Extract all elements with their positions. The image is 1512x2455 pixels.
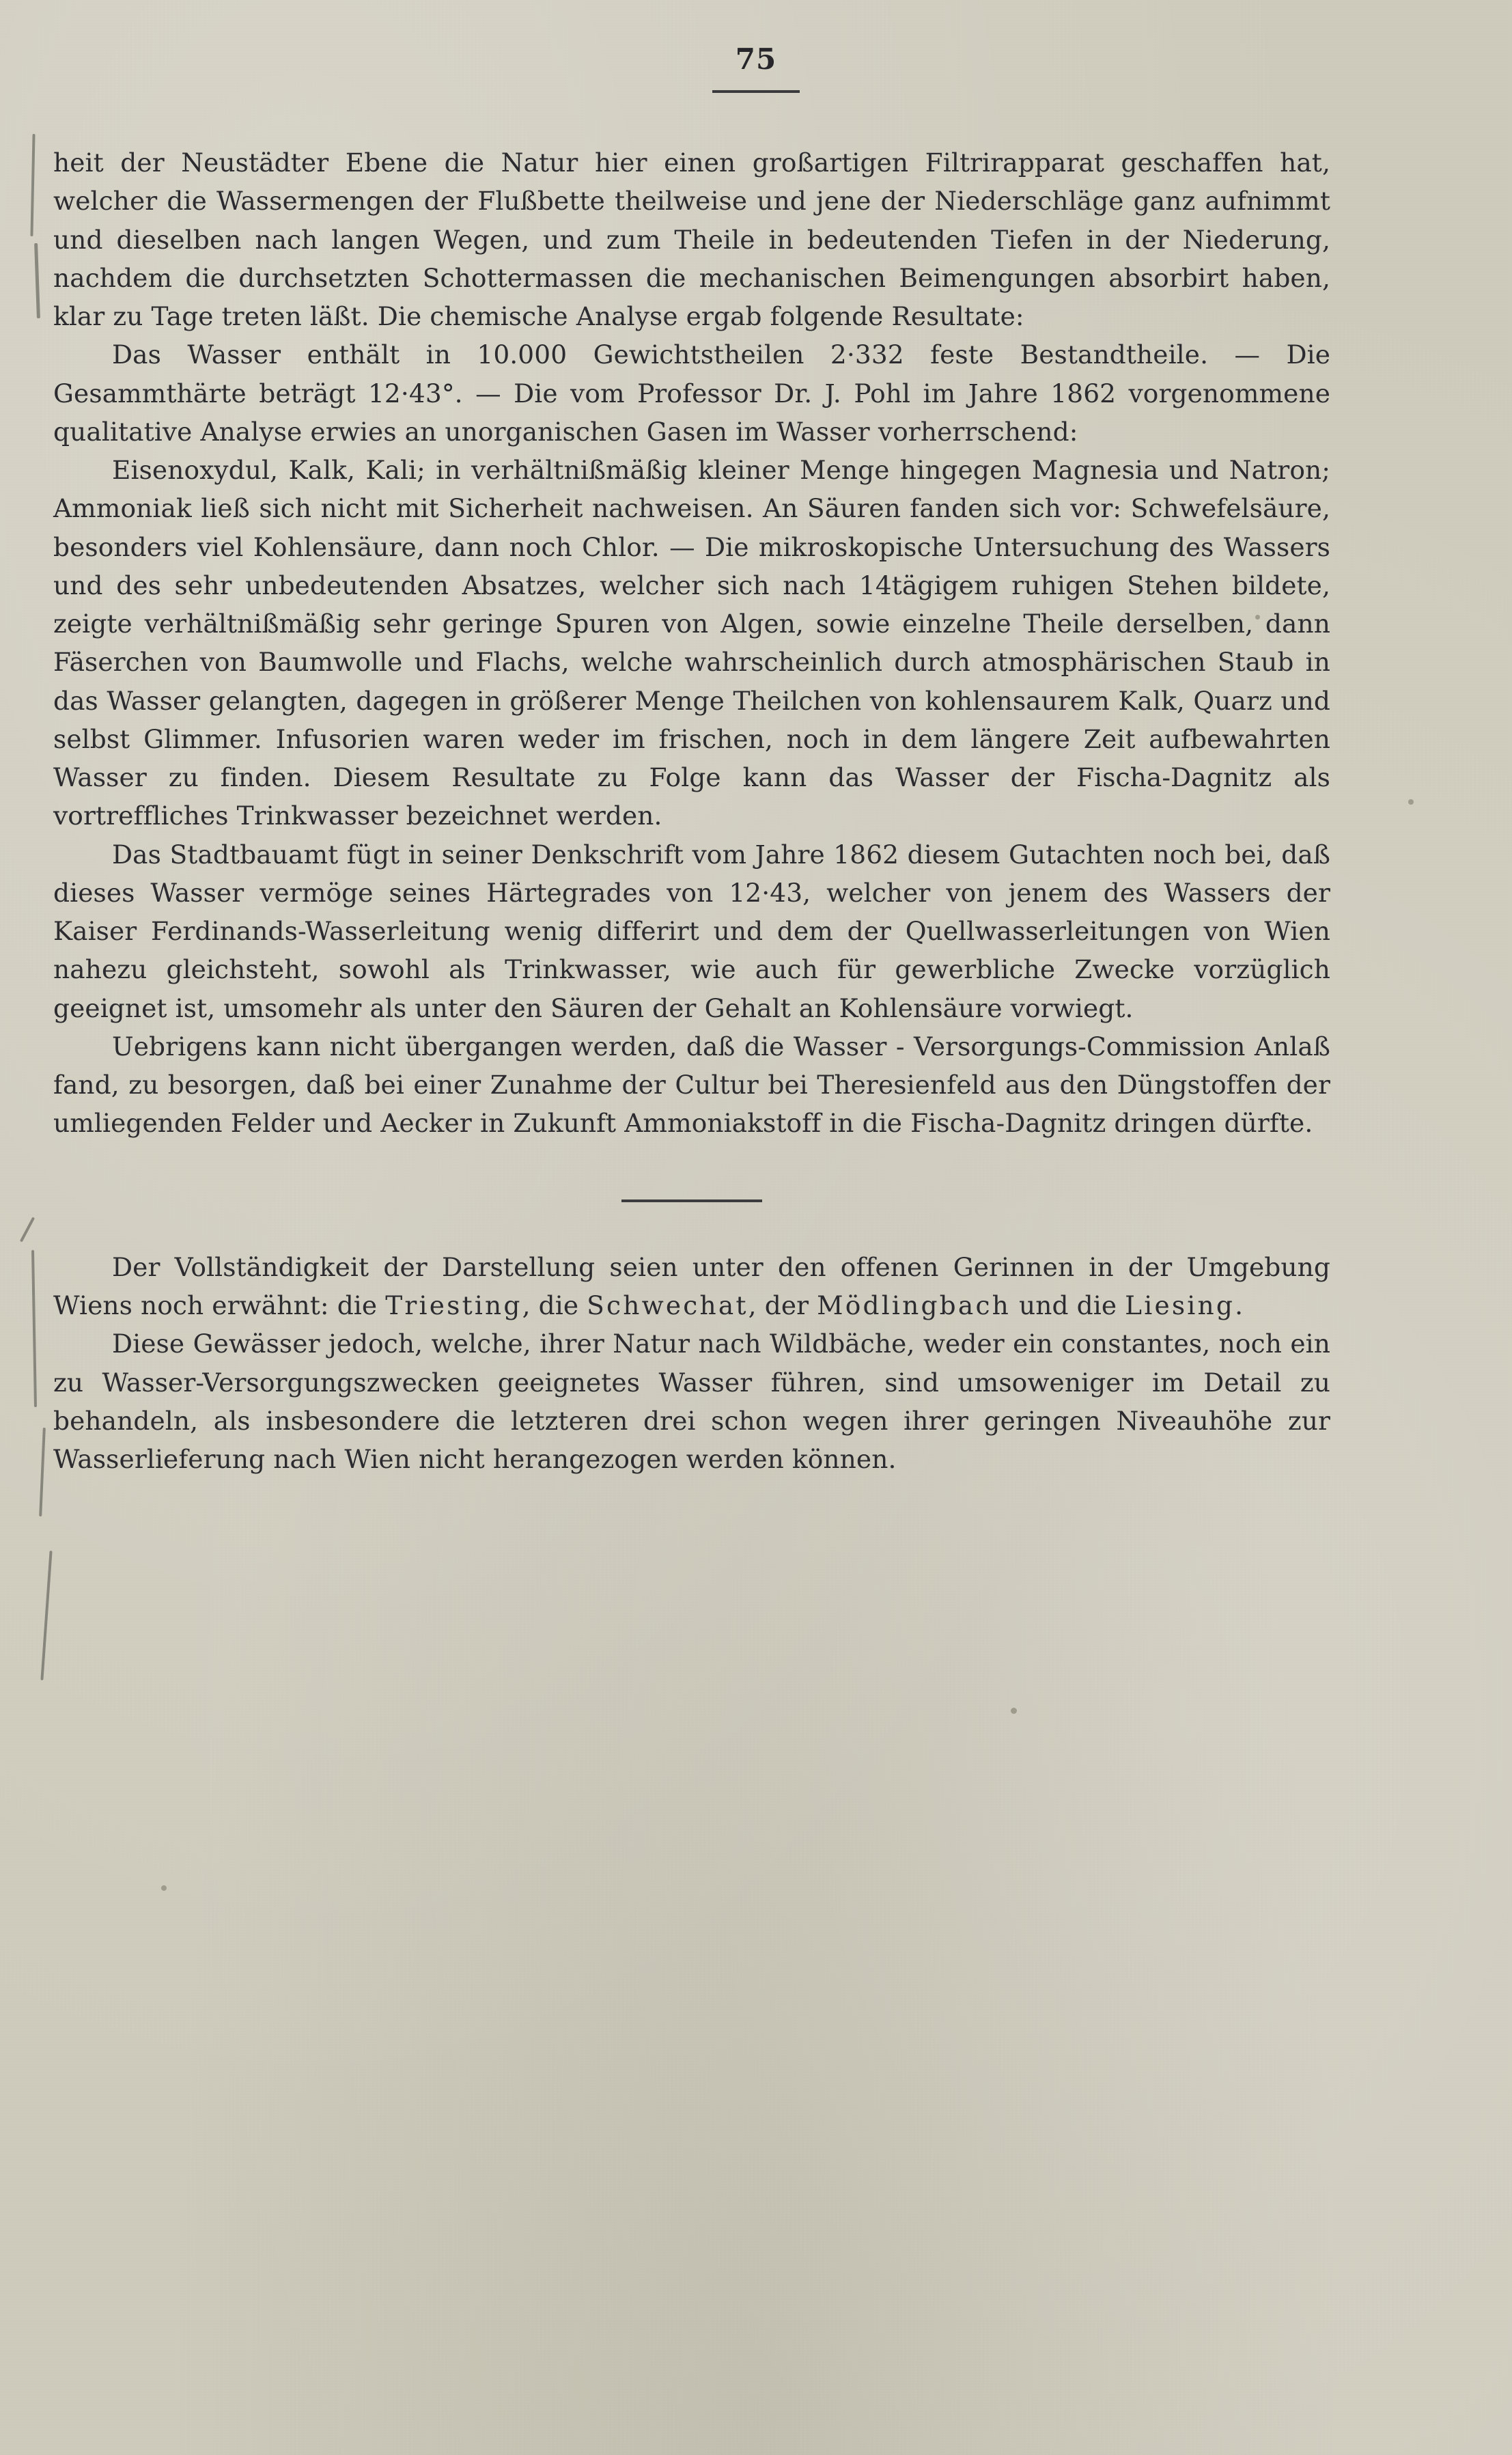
section-divider xyxy=(621,1199,762,1202)
margin-ink-mark xyxy=(20,1217,35,1242)
section-divider-wrap xyxy=(53,1174,1330,1212)
paper-speck xyxy=(1408,799,1414,805)
page-number-rule xyxy=(712,90,800,93)
paragraph-commission: Uebrigens kann nicht übergangen werden, daß die Wasser - Versorgungs-Commission Anlaß fand, zu besorgen, daß bei einer Zunahme der Cultur bei Theresienfeld aus den Düngstoffen der umliegenden Felder und Aecker in Zukunft Ammoniakstoff in die Fischa-Dagnitz dringen dürfte. xyxy=(53,1031,1330,1139)
paper-speck xyxy=(1011,1708,1017,1714)
margin-ink-mark xyxy=(39,1428,46,1516)
paragraph-analysis-results: Das Wasser enthält in 10.000 Gewichtstheilen 2·332 feste Bestandtheile. — Die Gesammthärte beträgt 12·43°. — Die vom Professor Dr. J. Pohl im Jahre 1862 vorgenommene qualitative Analyse erwies an unorganischen Gasen im Wasser vorherrschend: xyxy=(53,339,1330,447)
page-number: 75 xyxy=(735,42,777,76)
margin-ink-mark xyxy=(31,1250,37,1407)
paragraph-open-streams-lead: Der Vollständigkeit der Darstellung seien unter den offenen Gerinnen in der Umgebung Wiens noch erwähnt: die xyxy=(53,1251,1330,1320)
paragraph-stadtbauamt: Das Stadtbauamt fügt in seiner Denkschrift vom Jahre 1862 diesem Gutachten noch bei, daß dieses Wasser vermöge seines Härtegrades von 12·43, welcher von jenem des Wassers der Kaiser Ferdinands-Wasserleitung wenig differirt und dem der Quellwasserleitungen von Wien nahezu gleichsteht, sowohl als Trinkwasser, wie auch für gewerbliche Zwecke vorzüglich geeignet ist, umsomehr als unter den Säuren der Gehalt an Kohlensäure vorwiegt. xyxy=(53,839,1330,1023)
margin-ink-mark xyxy=(30,134,35,236)
stream-name-schwechat: Schwechat xyxy=(587,1290,748,1320)
paragraph-open-streams: Der Vollständigkeit der Darstellung seien unter den offenen Gerinnen in der Umgebung Wiens noch erwähnt: die Triesting, die Schwechat, der Mödlingbach und die Liesing. xyxy=(53,1251,1330,1320)
margin-ink-mark xyxy=(40,1551,52,1680)
paragraph-continuation: heit der Neustädter Ebene die Natur hier einen großartigen Filtrirapparat geschaffen hat, welcher die Wassermengen der Flußbette theilweise und jene der Niederschläge ganz aufnimmt und dieselben nach langen Wegen, und zum Theile in bedeutenden Tiefen in der Niederung, nachdem die durchsetzten Schottermassen die mechanischen Beimengungen absorbirt haben, klar zu Tage treten läßt. Die chemische Analyse ergab folgende Resultate: xyxy=(53,148,1330,331)
stream-name-moedlingbach: Mödlingbach xyxy=(817,1290,1011,1320)
paragraph-wildbaeche: Diese Gewässer jedoch, welche, ihrer Natur nach Wildbäche, weder ein constantes, noch ein zu Wasser-Versorgungszwecken geeignetes Wasser führen, sind umsoweniger im Detail zu behandeln, als insbesondere die letzteren drei schon wegen ihrer geringen Niveauhöhe zur Wasserlieferung nach Wien nicht herangezogen werden können. xyxy=(53,1329,1330,1474)
stream-name-liesing: Liesing xyxy=(1125,1290,1235,1320)
margin-ink-mark xyxy=(34,243,40,318)
paper-speck xyxy=(161,1885,167,1891)
stream-name-triesting: Triesting xyxy=(385,1290,522,1320)
body-text-column xyxy=(53,143,1330,1478)
paragraph-microscopic-examination: Eisenoxydul, Kalk, Kali; in verhältnißmäßig kleiner Menge hingegen Magnesia und Natron; Ammoniak ließ sich nicht mit Sicherheit nachweisen. An Säuren fanden sich vor: Schwefelsäure, besonders viel Kohlensäure, dann noch Chlor. — Die mikroskopische Untersuchung des Wassers und des sehr unbedeutenden Absatzes, welcher sich nach 14tägigem ruhigen Stehen bildete, zeigte verhältnißmäßig sehr geringe Spuren von Algen, sowie einzelne Theile derselben, dann Fäserchen von Baumwolle und Flachs, welche wahrscheinlich durch atmosphärischen Staub in das Wasser gelangten, dagegen in größerer Menge Theilchen von kohlensaurem Kalk, Quarz und selbst Glimmer. Infusorien waren weder im frischen, noch in dem längere Zeit aufbewahrten Wasser zu finden. Diesem Resultate zu Folge kann das Wasser der Fischa-Dagnitz als vortreffliches Trinkwasser bezeichnet werden. xyxy=(53,455,1330,831)
